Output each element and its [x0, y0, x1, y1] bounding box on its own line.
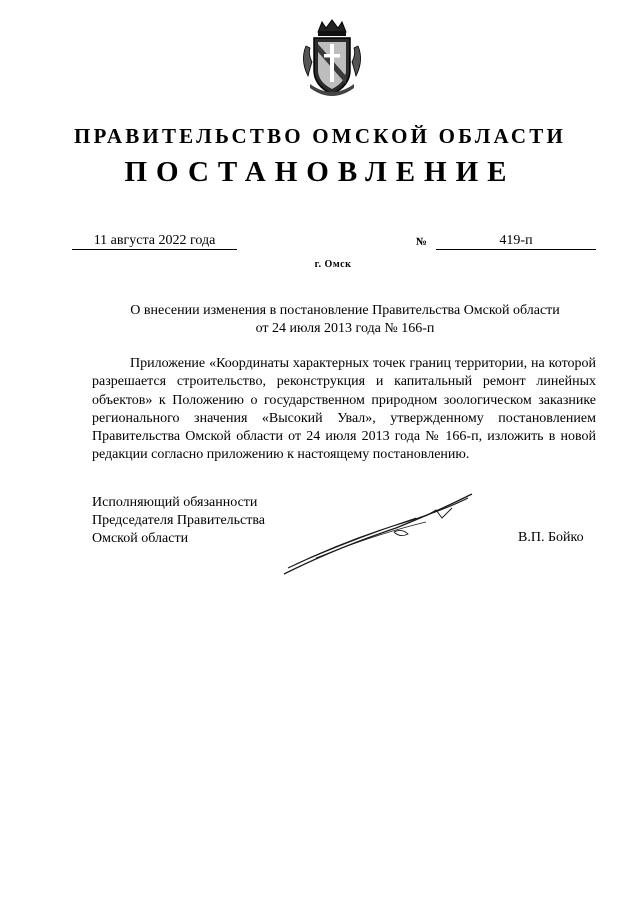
- document-subject: [90, 302, 600, 338]
- signatory-position-line-2: Председателя Правительства: [92, 513, 266, 528]
- signatory-position: [92, 494, 265, 548]
- document-number: 419-п: [436, 232, 596, 250]
- organization-title: ПРАВИТЕЛЬСТВО ОМСКОЙ ОБЛАСТИ: [73, 124, 566, 148]
- document-date: 11 августа 2022 года: [72, 232, 237, 250]
- omsk-coat-of-arms-icon: [296, 18, 368, 98]
- signatory-name: В.П. Бойко: [518, 530, 584, 545]
- document-type-title: ПОСТАНОВЛЕНИЕ: [124, 156, 516, 188]
- subject-line-1: О внесении изменения в постановление Правительства Омской области: [130, 303, 560, 318]
- handwritten-signature-icon: [276, 488, 486, 583]
- document-city: г. Омск: [314, 259, 352, 270]
- number-sign: №: [416, 236, 428, 248]
- signatory-position-line-1: Исполняющий обязанности: [92, 495, 258, 510]
- subject-line-2: от 24 июля 2013 года № 166-п: [255, 321, 435, 336]
- body-paragraph: Приложение «Координаты характерных точек границ территории, на которой разрешается строительство, реконструкция и капитальный ремонт линейных объектов» к Положению о государственном природном зоологическом заказнике регионального значения «Высокий Увал», утвержденному постановлением Правительства Омской области от 24 июля 2013 года № 166-п, изложить в новой редакции согласно приложению к настоящему постановлению.: [92, 356, 596, 463]
- signatory-position-line-3: Омской области: [92, 531, 189, 546]
